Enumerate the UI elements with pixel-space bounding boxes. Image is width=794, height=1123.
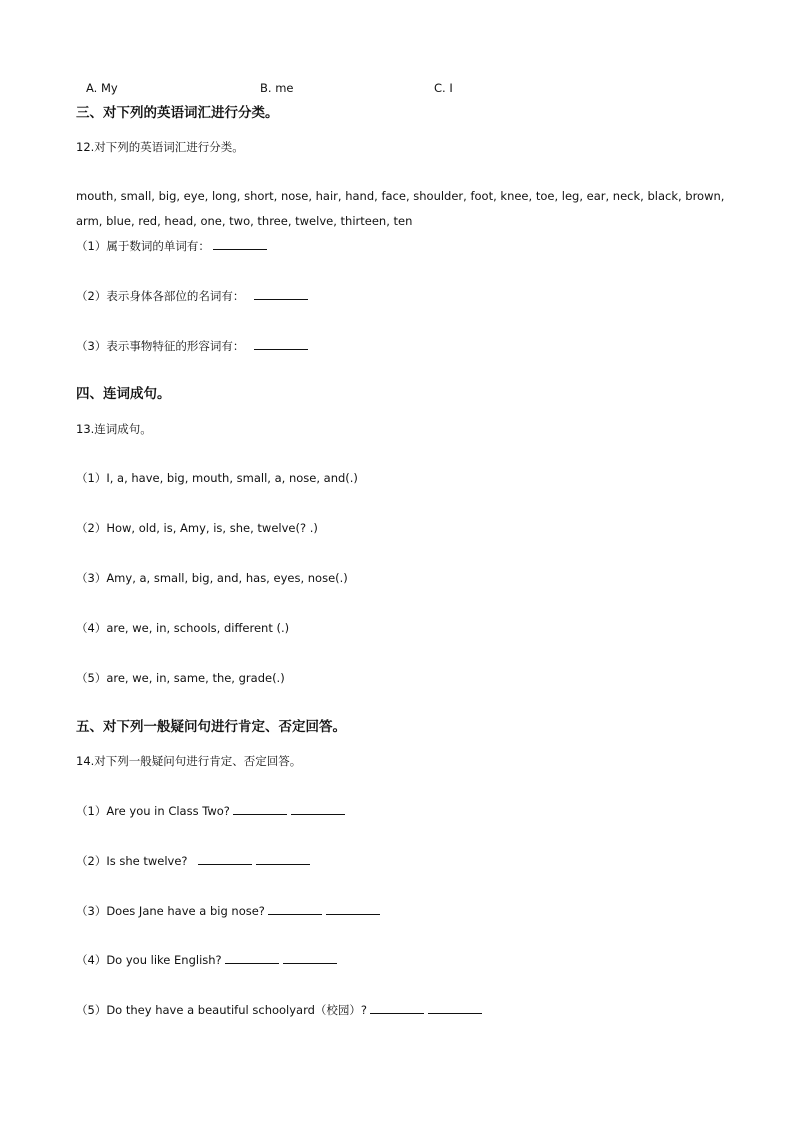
q13-item-2: （2）How, old, is, Amy, is, she, twelve(? .) [76, 521, 318, 535]
q12-item-1 [76, 238, 267, 254]
section-4-heading: 四、连词成句。 [76, 386, 171, 402]
answer-blank-no[interactable] [283, 952, 337, 964]
question-13: 13.连词成句。 [76, 422, 152, 436]
q13-item-4: （4）are, we, in, schools, different (.) [76, 621, 290, 635]
answer-blank-yes[interactable] [370, 1002, 424, 1014]
answer-blank-yes[interactable] [268, 903, 322, 915]
q12-item-3 [76, 338, 308, 354]
q12-item-2-text: （2）表示身体各部位的名词有： [76, 289, 245, 303]
q12-item-2 [76, 288, 308, 304]
answer-blank-no[interactable] [256, 853, 310, 865]
q14-item-5-text: （5）Do they have a beautiful schoolyard（校园）? [76, 1003, 368, 1017]
option-b: B. me [260, 81, 294, 95]
answer-blank-yes[interactable] [225, 952, 279, 964]
answer-blank-yes[interactable] [233, 803, 287, 815]
answer-blank-yes[interactable] [198, 853, 252, 865]
q14-item-2 [76, 853, 310, 869]
q14-item-2-text: （2）Is she twelve? [76, 854, 188, 868]
answer-blank[interactable] [213, 238, 267, 250]
answer-blank[interactable] [254, 288, 308, 300]
q14-item-4-text: （4）Do you like English? [76, 953, 222, 967]
q13-item-5: （5）are, we, in, same, the, grade(.) [76, 671, 285, 685]
option-c: C. I [434, 81, 453, 95]
answer-blank[interactable] [254, 338, 308, 350]
q12-item-1-text: （1）属于数词的单词有： [76, 239, 210, 253]
answer-blank-no[interactable] [428, 1002, 482, 1014]
answer-blank-no[interactable] [326, 903, 380, 915]
q14-item-3-text: （3）Does Jane have a big nose? [76, 904, 265, 918]
q14-item-5 [76, 1002, 482, 1018]
q14-item-1-text: （1）Are you in Class Two? [76, 804, 230, 818]
word-list-line-2: arm, blue, red, head, one, two, three, twelve, thirteen, ten [76, 214, 413, 228]
q13-item-3: （3）Amy, a, small, big, and, has, eyes, nose(.) [76, 571, 348, 585]
section-3-heading: 三、对下列的英语词汇进行分类。 [76, 105, 279, 121]
question-14: 14.对下列一般疑问句进行肯定、否定回答。 [76, 754, 302, 768]
section-5-heading: 五、对下列一般疑问句进行肯定、否定回答。 [76, 719, 346, 735]
q14-item-4 [76, 952, 337, 968]
q12-item-3-text: （3）表示事物特征的形容词有： [76, 339, 245, 353]
answer-blank-no[interactable] [291, 803, 345, 815]
word-list-line-1: mouth, small, big, eye, long, short, nose, hair, hand, face, shoulder, foot, knee, toe, leg, ear, neck, black, brown, [76, 189, 725, 203]
question-12: 12.对下列的英语词汇进行分类。 [76, 140, 244, 154]
q14-item-3 [76, 903, 380, 919]
q14-item-1 [76, 803, 345, 819]
option-a: A. My [86, 81, 118, 95]
q13-item-1: （1）I, a, have, big, mouth, small, a, nose, and(.) [76, 471, 358, 485]
